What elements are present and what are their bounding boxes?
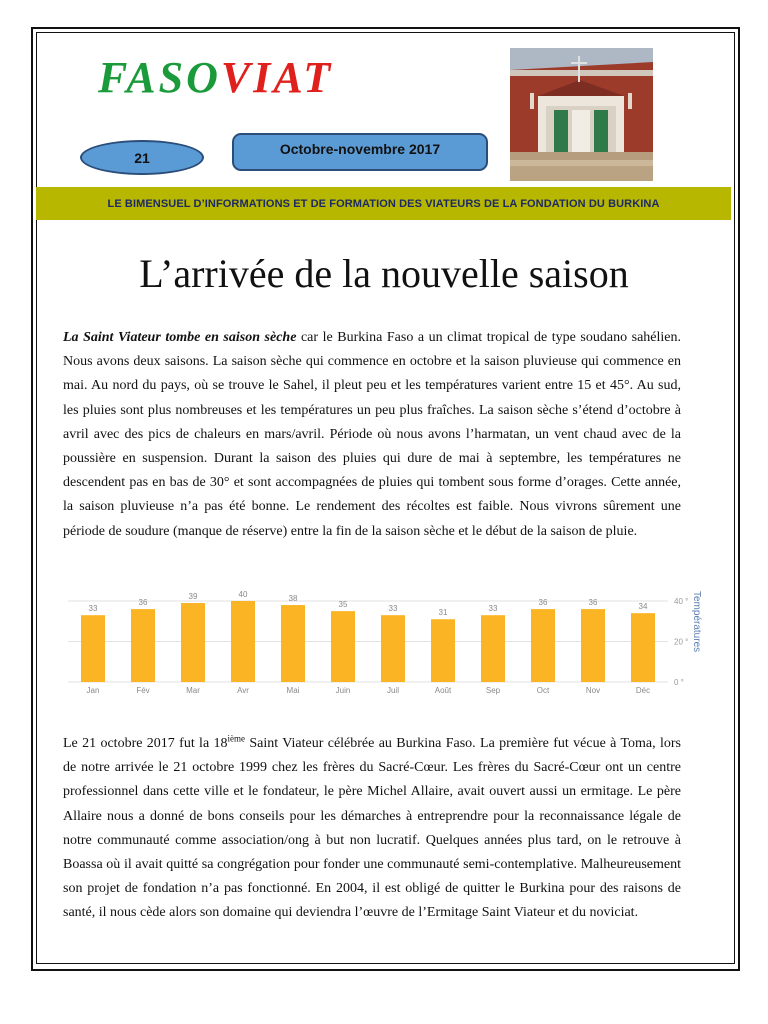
chart-x-tick-label: Sep	[485, 686, 501, 695]
article-paragraph-2	[63, 732, 681, 926]
paragraph-1-lead: La Saint Viateur tombe en saison sèche	[63, 330, 297, 345]
chart-x-tick-label: Jan	[86, 686, 100, 695]
paragraph-2-superscript: ième	[227, 733, 246, 744]
banner-text: LE BIMENSUEL D’INFORMATIONS ET DE FORMATION DES VIATEURS DE LA FONDATION DU BURKINA	[107, 197, 660, 210]
chapel-photo	[510, 48, 653, 181]
chart-bar	[531, 609, 555, 682]
paragraph-2-part-a: Le 21 octobre 2017 fut la 18	[63, 736, 228, 751]
chart-value-label: 33	[88, 604, 98, 614]
temperature-bar-chart	[58, 585, 708, 700]
chart-bar	[281, 605, 305, 682]
masthead-logo	[98, 53, 334, 102]
chart-bar	[131, 609, 155, 682]
chart-bar	[481, 615, 505, 682]
chart-y-tick-label: 40 °	[674, 597, 689, 606]
chart-x-tick-label: Avr	[237, 686, 249, 695]
masthead-faso: FASO	[98, 53, 221, 102]
chart-x-tick-label: Juin	[335, 686, 351, 695]
chart-bar	[181, 603, 205, 682]
chart-value-label: 40	[238, 590, 248, 599]
issue-number-badge	[80, 140, 204, 175]
paragraph-2-part-b: Saint Viateur célébrée au Burkina Faso. La première fut vécue à Toma, lors de notre arrivée le 21 octobre 1999 chez les frères du Sacré-Cœur. Les frères du Sacré-Cœur ont un centre professionnel dans cette ville et le fondateur, le père Michel Allaire, avait ouvert aussi un ermitage. Le père Allaire nous a donné de bons conseils pour les démarches à entreprendre pour la reconnaissance légale de notre communauté comme association/ong à but non lucratif. Quelques années plus tard, on le retrouve à Boassa où il avait quitté sa congrégation pour fonder une communauté semi-contemplative. Malheureusement son projet de fondation n’a pas fonctionné. En 2004, il est obligé de quitter le Burkina pour des raisons de santé, il nous cède alors son domaine qui deviendra l’œuvre de l’Ermitage Saint Viateur et du noviciat.	[63, 736, 681, 921]
chart-bar	[331, 611, 355, 682]
masthead-viat: VIAT	[220, 53, 334, 102]
chart-bar	[381, 615, 405, 682]
chart-value-label: 34	[638, 602, 648, 612]
chart-value-label: 31	[438, 608, 448, 618]
chart-bar	[81, 615, 105, 682]
chart-x-tick-label: Mai	[286, 686, 300, 695]
paragraph-1-body: car le Burkina Faso a un climat tropical de type soudano sahélien. Nous avons deux saisons. La saison sèche qui commence en octobre et la saison pluvieuse qui commence en mai. Au nord du pays, où se trouve le Sahel, il pleut peu et les températures varient entre 15 et 45°. Au sud, les pluies sont plus nombreuses et les températures un peu plus fraîches. La saison sèche s’étend d’octobre à avril avec des pics de chaleurs en mars/avril. Période où nous avons l’harmatan, un vent chaud avec de la poussière en suspension. Durant la saison des pluies qui dure de mai à septembre, les températures ne descendent pas en bas de 30° et sont accompagnées de pluies qui tombent sous forme d’orages. Cette année, la saison pluvieuse n’a pas été bonne. Le rendement des récoltes est faible. Nous vivrons sûrement une période de soudure (manque de réserve) entre la fin de la saison sèche et le début de la saison de pluie.	[63, 330, 681, 539]
chapel-photo-drawing	[510, 48, 653, 181]
article-title: L’arrivée de la nouvelle saison	[139, 251, 629, 296]
chart-bar	[231, 601, 255, 682]
chart-x-tick-label: Déc	[635, 686, 651, 695]
issue-date-badge	[232, 133, 488, 171]
issue-date: Octobre-novembre 2017	[279, 141, 441, 157]
chart-bar	[631, 613, 655, 682]
chart-value-label: 35	[338, 600, 348, 610]
chart-value-label: 33	[388, 604, 398, 614]
chart-value-label: 36	[538, 598, 548, 608]
chart-value-label: 33	[488, 604, 498, 614]
article-paragraph-1	[63, 326, 681, 544]
chart-value-label: 39	[188, 592, 198, 602]
chart-x-tick-label: Oct	[536, 686, 550, 695]
chart-value-label: 38	[288, 594, 298, 604]
chart-x-tick-label: Mar	[186, 686, 200, 695]
chart-bar	[431, 619, 455, 682]
chart-value-label: 36	[588, 598, 598, 608]
chart-x-tick-label: Fév	[136, 686, 150, 695]
chart-x-tick-label: Juil	[386, 686, 400, 695]
issue-number: 21	[134, 149, 150, 166]
chart-y-tick-label: 0 °	[674, 678, 684, 687]
chart-y-tick-label: 20 °	[674, 637, 689, 647]
chart-bar	[581, 609, 605, 682]
chart-x-tick-label: Août	[434, 686, 452, 695]
subtitle-banner	[36, 187, 731, 220]
chart-value-label: 36	[138, 598, 148, 608]
chart-y-axis-label: Températures	[691, 591, 702, 653]
chart-x-tick-label: Nov	[585, 686, 601, 695]
